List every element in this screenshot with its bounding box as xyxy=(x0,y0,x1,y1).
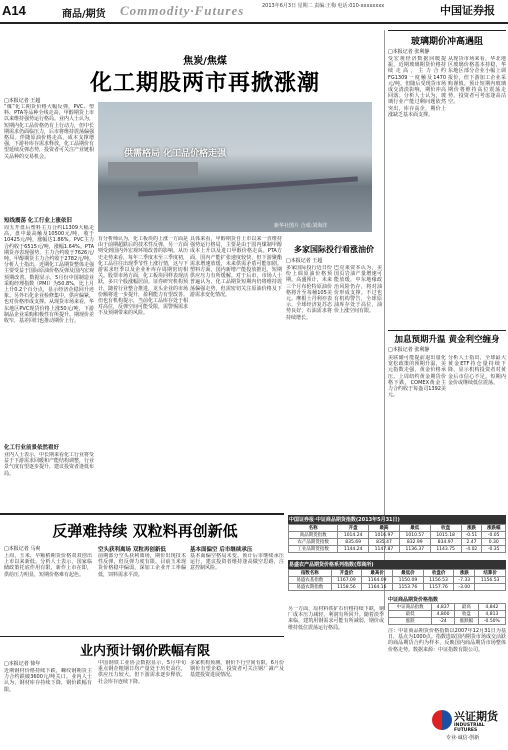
table-header-cell: 开盘价 xyxy=(331,570,362,577)
table-cell: 1144.24 xyxy=(338,546,369,553)
right-mid-headline: 加息预期升温 黄金利空缠身 xyxy=(394,335,500,345)
bottom-left-col3: 基本面偏空格局未变，预计后市继续承压运行，建议投资者维持逢高做空思路，注意控制风险。 xyxy=(190,553,284,572)
table-cell: 4,800 xyxy=(432,611,455,618)
right-top-col2: 从现货市场来看，华北地区玻璃价格基本持稳，华东地区部分企业小幅上调报价，但下游加工企业采购谨慎。预计短期内玻璃期价将维持高位震荡走势，投资者可考虑逢高沽空。 xyxy=(448,56,506,106)
table-cell xyxy=(475,584,506,591)
table-cell: 工业品期货指数 xyxy=(289,546,338,553)
bottom-right-col: 另一方面，原材料铁矿石价格持续下跌，钢厂成本压力减轻，利润有所回升。随着淡季来临，建筑用钢需求可能有所减弱，钢价或维持低位震荡运行格局。 xyxy=(288,606,384,631)
lead-body-col1c: 业内人士表示，中长期来看化工行业将受益于下游需求回暖和产能结构调整，行业景气度有望逐步提升，建议投资者逢低布局。 xyxy=(4,452,94,477)
table-cell: -3.00 xyxy=(454,584,475,591)
mid-story-headline: 多家国际投行看涨油价 xyxy=(294,245,374,254)
pipeline-shape xyxy=(138,176,358,196)
table-header-cell: 结算价 xyxy=(475,570,506,577)
table-cell: 涨跌 xyxy=(389,618,432,625)
table-cell: 4,813 xyxy=(478,611,505,618)
logo-slogan: 专业·诚信·创新 xyxy=(446,735,480,741)
table-cell: 1157.76 xyxy=(423,584,454,591)
table1-title: 中国证券报·中证商品期货指数(2013年5月31日) xyxy=(288,515,506,524)
table-header-cell: 涨跌 xyxy=(454,570,475,577)
bottom-left-col1: 上周，玉米、早籼稻期货价格双双创出上市以来新低。分析人士表示，国家临储政策托底作用有限，新作上市在即，供给压力明显，短期价格难有起色。 xyxy=(4,553,92,578)
bottom-mid-headline: 业内预计钢价跌幅有限 xyxy=(79,644,210,659)
table-header-cell: 指数名称 xyxy=(289,570,332,577)
table-cell: -0.35 xyxy=(482,546,506,553)
agri-index-table xyxy=(288,560,506,591)
table-cell: -4.02 xyxy=(461,546,482,553)
table-cell: 1164.16 xyxy=(362,584,393,591)
table-cell: 1156.53 xyxy=(423,577,454,584)
table-header-cell: 名称 xyxy=(289,525,338,532)
table-cell: 0.30 xyxy=(482,539,506,546)
table-row xyxy=(289,539,506,546)
table-header-cell: 最低价 xyxy=(393,570,424,577)
table-header-cell: 收盘 xyxy=(430,525,461,532)
lead-subhead-1: 短线震荡 化工行业上涨依旧 xyxy=(4,218,72,224)
lead-byline: □本报记者 王超 xyxy=(4,98,41,104)
section-title-en: Commodity·Futures xyxy=(120,3,245,18)
table-cell: 1014.24 xyxy=(338,532,369,539)
table-row xyxy=(289,546,506,553)
table-cell: 1143.75 xyxy=(430,546,461,553)
table-row xyxy=(289,577,506,584)
table-cell: 涨跌幅 xyxy=(455,618,479,625)
table-cell: 1156.53 xyxy=(475,577,506,584)
section-title: 商品/期货 xyxy=(62,9,106,20)
table-cell: 1153.76 xyxy=(393,584,424,591)
sponsor-logo xyxy=(432,706,506,746)
table-cell: 832.99 xyxy=(399,539,430,546)
bottom-left-subhead-2: 基本面偏空 后市继续承压 xyxy=(190,547,253,553)
newspaper-name: 中国证券报 xyxy=(440,4,495,17)
table-cell: 最低 xyxy=(389,611,432,618)
table-cell: 2.47 xyxy=(461,539,482,546)
table-cell: 1016.97 xyxy=(369,532,400,539)
refinery-shape xyxy=(108,162,198,176)
table-cell: 收盘 xyxy=(455,611,479,618)
table-row xyxy=(389,611,506,618)
rule xyxy=(388,330,506,331)
table-cell: 1150.09 xyxy=(393,577,424,584)
photo-caption: 供需格局 化工品价格走强 xyxy=(124,149,227,159)
right-bottom-note: 注：中证商品期货价格指数以2007年12月31日为基日，基点为1000点。指数选取国内期货市场成交活跃的商品期货合约为样本，反映国内商品期货市场整体价格走势。数据来源：中证指数有限公司。 xyxy=(388,628,506,653)
table-cell: -0.51 xyxy=(461,532,482,539)
right-mid-byline: □本报记者 张利静 xyxy=(388,347,430,353)
table-cell: -0.50% xyxy=(478,618,505,625)
table-header-cell: 涨跌幅 xyxy=(482,525,506,532)
table-cell: 1164.09 xyxy=(362,577,393,584)
bottom-mid-col3: 多家机构预测，钢价下行空间有限，6月份钢价有望企稳。投资者可关注钢厂减产及基建投资进展情况。 xyxy=(190,660,284,679)
table-row xyxy=(289,584,506,591)
bottom-left-headline: 反弹难持续 双粒料再创新低 xyxy=(52,522,238,540)
table-cell: 4,842 xyxy=(478,604,505,611)
table-cell: 4,837 xyxy=(432,604,455,611)
issue-info: 2013年6月3日 星期二 责编:王梅 电话:010-xxxxxxxx xyxy=(262,3,385,9)
right-mid-col2: 分析人士指出，全球最大黄金ETF持仓量持续下降，显示机构投资者对黄金后市信心不足。短期内金价或继续低位震荡。 xyxy=(448,355,506,386)
table-header-row xyxy=(289,525,506,532)
rule xyxy=(0,513,284,515)
table-cell: 易盛农基指数 xyxy=(289,577,332,584)
lead-body-col1b: 周五开盘后塑料主力合约L1309大幅走高，盘中最高触及10500元/吨，收于10425元/吨，涨幅达1.86%。PVC主力合约收于6515元/吨，涨幅1.64%。PTA期货亦表现强势，主力合约收于7626元/吨。甲醇期货主力合约收于2782元/吨。分析人士指出，近期化工品期货整体走强主要受益于国际原油价格反弹及国内宏观预期改善。数据显示，5月份中国制造业采购经理指数（PMI）为50.8%，比上月上升0.2个百分点，显示经济企稳回升迹象。另外石化企业检修集中，供应偏紧，也对价格形成支撑。从现货市场来看，华东地区PVC现货价格上涨50元/吨，下游制品企业采购积极性有所提升。期现价差收窄，基差回归也推动期价上行。 xyxy=(4,225,94,325)
page-number: A14 xyxy=(2,3,26,18)
bottom-left-byline: □本报记者 马爽 xyxy=(4,546,41,552)
bottom-mid-col1: 近期钢材价格持续下跌，螺纹钢期货主力合约跌破3600元/吨关口。业内人士认为，钢材库存持续下降，钢价跌幅有限。 xyxy=(4,668,92,693)
lead-body-col3: 具体来看，甲醇期货自上市以来一直维持强势运行格局，主要是由于国内煤制甲醇成本上升以及进口甲醇价格走高。PTA方面，国内产能扩张速度较快，但下游聚酯需求增速放缓，未来供需矛盾可能加剧。塑料方面，国内新增产能投放推迟，短期供应压力有所缓解。对于后市，市场人士普遍认为，化工品期货短期内仍将维持震荡偏强走势，但需密切关注原油价格及下游需求变化情况。 xyxy=(190,236,282,298)
table-cell: 1015.18 xyxy=(430,532,461,539)
table-cell: 835.69 xyxy=(338,539,369,546)
bottom-mid-col2: 中国钢铁工业协会数据显示，5月中旬重点钢企粗钢日均产量处于历史高位，供应压力较大。但下游需求逐步释放，社会库存连续下降。 xyxy=(98,660,186,685)
rule xyxy=(0,636,284,637)
table-cell: 农产品期货指数 xyxy=(289,539,338,546)
photo-credit: 新华社图片 合成:刘海洋 xyxy=(274,223,328,229)
table-row xyxy=(389,618,506,625)
table-cell: 1158.56 xyxy=(331,584,362,591)
right-top-byline: □本报记者 张利静 xyxy=(388,49,430,55)
commodity-index-table xyxy=(288,515,506,553)
table-header-cell: 最低 xyxy=(399,525,430,532)
bottom-left-col2: 前期部分空头获利离场，期价出现技术性反弹，但反弹力度有限。目前玉米现货价格稳中偏弱，深加工企业开工率偏低，饲料需求平淡。 xyxy=(98,553,186,578)
lead-body-col2: 有分析师认为，化工板块的上涨一方面是由于前期超跌后的技术性反弹，另一方面则受到国内外宏观环境改善的影响。从历史走势来看，每年二季度末至三季度初，化工品往往出现季节性上涨行情，这与下游需求旺季以及企业补库存周期密切相关。股票市场方面，化工板块同样表现活跃，多只个股涨幅居前。证券研究机构预计，随着行业整合推进，龙头企业的市场份额将进一步提升，盈利能力有望改善。但也有机构提示，当前化工品库存处于相对高位，反弹空间可能受限，需警惕需求不及预期带来的风险。 xyxy=(98,236,188,317)
logo-mark-icon xyxy=(432,710,452,730)
lead-body-col1: “煤”化工期货价格大幅反弹，PVC、塑料、PTA等品种全线走高，甲醇期货上市以来维持强势运行格局。业内人士认为，短期内化工品价格仍有上行动力，但中长期需求仍面临压力，后市将维持震荡偏强格局。伴随原油价格走高，成本支撑增强，下游补库存需求释放，化工品期价有望延续反弹态势，投资者可关注产业链相关品种的交易机会。 xyxy=(4,104,94,160)
rule xyxy=(388,30,506,31)
table-cell: 834.97 xyxy=(430,539,461,546)
table-header-cell: 最高价 xyxy=(362,570,393,577)
csi-index-table xyxy=(388,596,506,625)
logo-cn: 兴证期货 xyxy=(454,710,498,723)
table-cell: -7.33 xyxy=(454,577,475,584)
table2-title: 易盛农产品期货价格系列指数(郑商所) xyxy=(288,560,506,569)
table-header-cell: 最高 xyxy=(369,525,400,532)
table-header-row xyxy=(289,570,506,577)
lead-headline: 化工期股两市再掀涨潮 xyxy=(89,71,320,96)
table-cell: 1167.09 xyxy=(331,577,362,584)
logo-en: INDUSTRIAL FUTURES xyxy=(454,723,485,733)
right-mid-col1: 美联储可能提前退出量化宽松政策的预期升温，美元指数走强，黄金价格承压。上周纽约黄金期货价格下跌，COMEX黄金主力合约收于每盎司1392美元。 xyxy=(388,355,446,399)
mid-story-col1: 多家国际投行近日纷纷上调原油价格预期。高盛预计，未来三个月布伦特原油价格将升至每桶105美元。摩根士丹利亦表示，全球经济复苏态势良好，石油需求将持续增长。 xyxy=(286,265,332,321)
table-cell: 1136.37 xyxy=(399,546,430,553)
right-top-col1: 受宏观经济数据回暖提振，近期玻璃期货价格持续走高，主力合约FG1309一度触及1470元/吨。但随后受现货市场成交清淡影响，期价冲高回落。分析人士认为，玻璃行业产能过剩问题依然突出，库存高企，期价上涨缺乏基本面支撑。 xyxy=(388,56,446,118)
page-header xyxy=(0,0,508,24)
table3-title: 中证商品期货价格指数 xyxy=(388,597,439,603)
table-cell: 商品期货指数 xyxy=(289,532,338,539)
table-cell: 835.47 xyxy=(369,539,400,546)
table-cell: 1010.57 xyxy=(399,532,430,539)
table-header-cell: 收盘价 xyxy=(423,570,454,577)
table-row xyxy=(389,604,506,611)
right-top-headline: 玻璃期价冲高遇阻 xyxy=(410,37,483,47)
table-row xyxy=(289,532,506,539)
table-header-cell: 涨跌 xyxy=(461,525,482,532)
lead-kicker: 焦炭/焦煤 xyxy=(183,56,227,67)
table-cell: 易盛农期指数 xyxy=(289,584,332,591)
lead-subhead-2: 化工行业前景依然看好 xyxy=(4,445,60,451)
mid-story-byline: □本报记者 王超 xyxy=(286,258,323,264)
table-cell: 中证商品指数 xyxy=(389,604,432,611)
bottom-mid-byline: □本报记者 徐年 xyxy=(4,661,41,667)
lead-photo xyxy=(98,102,372,232)
table-header-cell: 开盘 xyxy=(338,525,369,532)
bottom-left-subhead: 空头获利离场 双粒再创新低 xyxy=(98,547,166,553)
table-cell: -24 xyxy=(432,618,455,625)
table-cell: 最高 xyxy=(455,604,479,611)
table-cell: 1147.87 xyxy=(369,546,400,553)
mid-story-col2: 巴克莱资本认为，美国页岩油产量增速可能放缓，中东地缘政治风险仍存，将对油价形成支撑。不过也有机构警告，全球原油库存处于高位，油价上涨空间有限。 xyxy=(334,265,382,315)
table-cell: -0.05 xyxy=(482,532,506,539)
